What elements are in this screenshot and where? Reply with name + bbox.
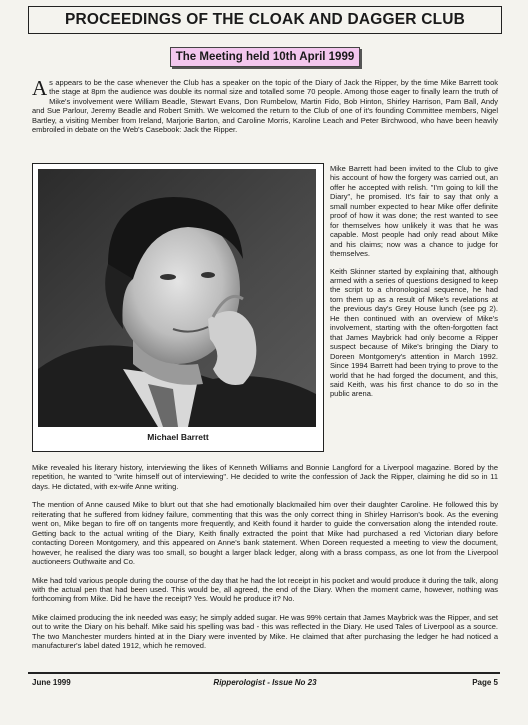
drop-cap: A — [32, 76, 48, 100]
body-paragraph: The mention of Anne caused Mike to blurt out that she had emotionally blackmailed him over their daughter Caroline. He followed this by reiterating that he suffered from kidney failure, commenting that this was the only correct thing in Shirley Harrison's book. As the evening went on, Mike began to fire off on tangents more frequently, and Keith found it harder to guide the conversation along the intended route. Getting back to the actual writing of the Diary, Keith finally extracted the point that Mike had purchased a red Victorian diary before contacting Doreen Montgomery, and this appeared on Anne's bank statement. When Doreen requested a meeting to view the document, however, he realised the diary was too small, so bought a larger black ledger, along with a brass compass, as one lot from the Liverpool auctioneers Outhwaite and Co. — [32, 500, 498, 567]
body-paragraph: Mike revealed his literary history, interviewing the likes of Kenneth Williams and Bonnie Langford for a Liverpool magazine. Bored by the repetition, he wanted to "write himself out of interviewing". He decided to write the confession of Jack the Ripper, claiming he did so in 11 days. He dictated, with ex-wife Anne writing. — [32, 463, 498, 491]
photo-frame — [32, 163, 324, 452]
speaker-photo — [38, 169, 316, 427]
right-paragraph: Keith Skinner started by explaining that, although armed with a series of questions designed to keep the script to a chronological sequence, he had torn them up as a result of Mike's revelations at the previous day's Grey House lunch (see pg 2). He then continued with an overview of Mike's involvement, starting with the often-forgotten fact that James Maybrick had only become a Ripper suspect because of Mike's bringing the Diary to Doreen Montgomery's attention in March 1992. Since 1994 Barrett had been trying to prove to the world that he had forged the document, and this, said Keith, was his first chance to do so in the public arena. — [330, 266, 498, 399]
masthead-title: PROCEEDINGS OF THE CLOAK AND DAGGER CLUB — [28, 6, 502, 34]
right-paragraph: Mike Barrett had been invited to the Club to give his account of how the forgery was carried out, an offer he accepted with relish. "I'm going to kill the Diary", he promised. It's fair to say that only a small number expected to hear Mike offer definite proof of how it was done; the rest wanted to see for themselves how unlikely it was that he was capable. Most people had only read about Mike and his claims; now was a chance to judge for themselves. — [330, 164, 498, 259]
footer-publication: Ripperologist - Issue No 23 — [213, 678, 317, 687]
meeting-headline: The Meeting held 10th April 1999 — [170, 47, 360, 67]
right-column — [330, 164, 498, 407]
intro-paragraph — [32, 78, 498, 135]
body-paragraph: Mike had told various people during the course of the day that he had the lot receipt in his pocket and would produce it during the talk, along with the actual pen that had been used. This would be, all agreed, the end of the Diary. When the moment came, however, nothing was forthcoming from Mike. Did he have the receipt? Yes. Would he produce it? No. — [32, 575, 498, 604]
portrait-image — [38, 169, 316, 427]
footer-page-number: Page 5 — [472, 678, 498, 687]
footer-date: June 1999 — [32, 678, 71, 687]
footer-divider — [28, 672, 500, 674]
lower-body — [32, 463, 498, 660]
photo-caption: Michael Barrett — [147, 432, 209, 442]
body-paragraph: Mike claimed producing the ink needed was easy; he simply added sugar. He was 99% certain that James Maybrick was the Ripper, and set out to write the Diary on his behalf. Mike said his spelling was bad - this was reflected in the Diary. He used Tales of Liverpool as a source. The two Manchester murders hinted at in the Diary were invented by Mike. He claimed that after purchasing the ledger he had noticed a manufacturer's label dated 1912, which he removed. — [32, 612, 498, 651]
intro-text: s appears to be the case whenever the Club has a speaker on the topic of the Diary of Jack the Ripper, by the time Mike Barrett took the stage at 8pm the audience was double its normal size and totalled some 70 people. Among those eager to finally learn the truth of Mike's involvement were William Beadle, Stewart Evans, Don Rumbelow, Martin Fido, Bob Hinton, Shirley Harrison, Pam Ball, Andy and Sue Parlour, Jeremy Beadle and Robert Smith. We welcomed the return to the Club of one of it's founding Committee members, Nigel Bartley, a visiting Member from Ireland, Marjorie Barton, and Caroline Morris, Karoline Leach and Peter Birchwood, who have been heavily embroiled in debate on the Web's Casebook: Jack the Ripper. — [32, 78, 498, 135]
